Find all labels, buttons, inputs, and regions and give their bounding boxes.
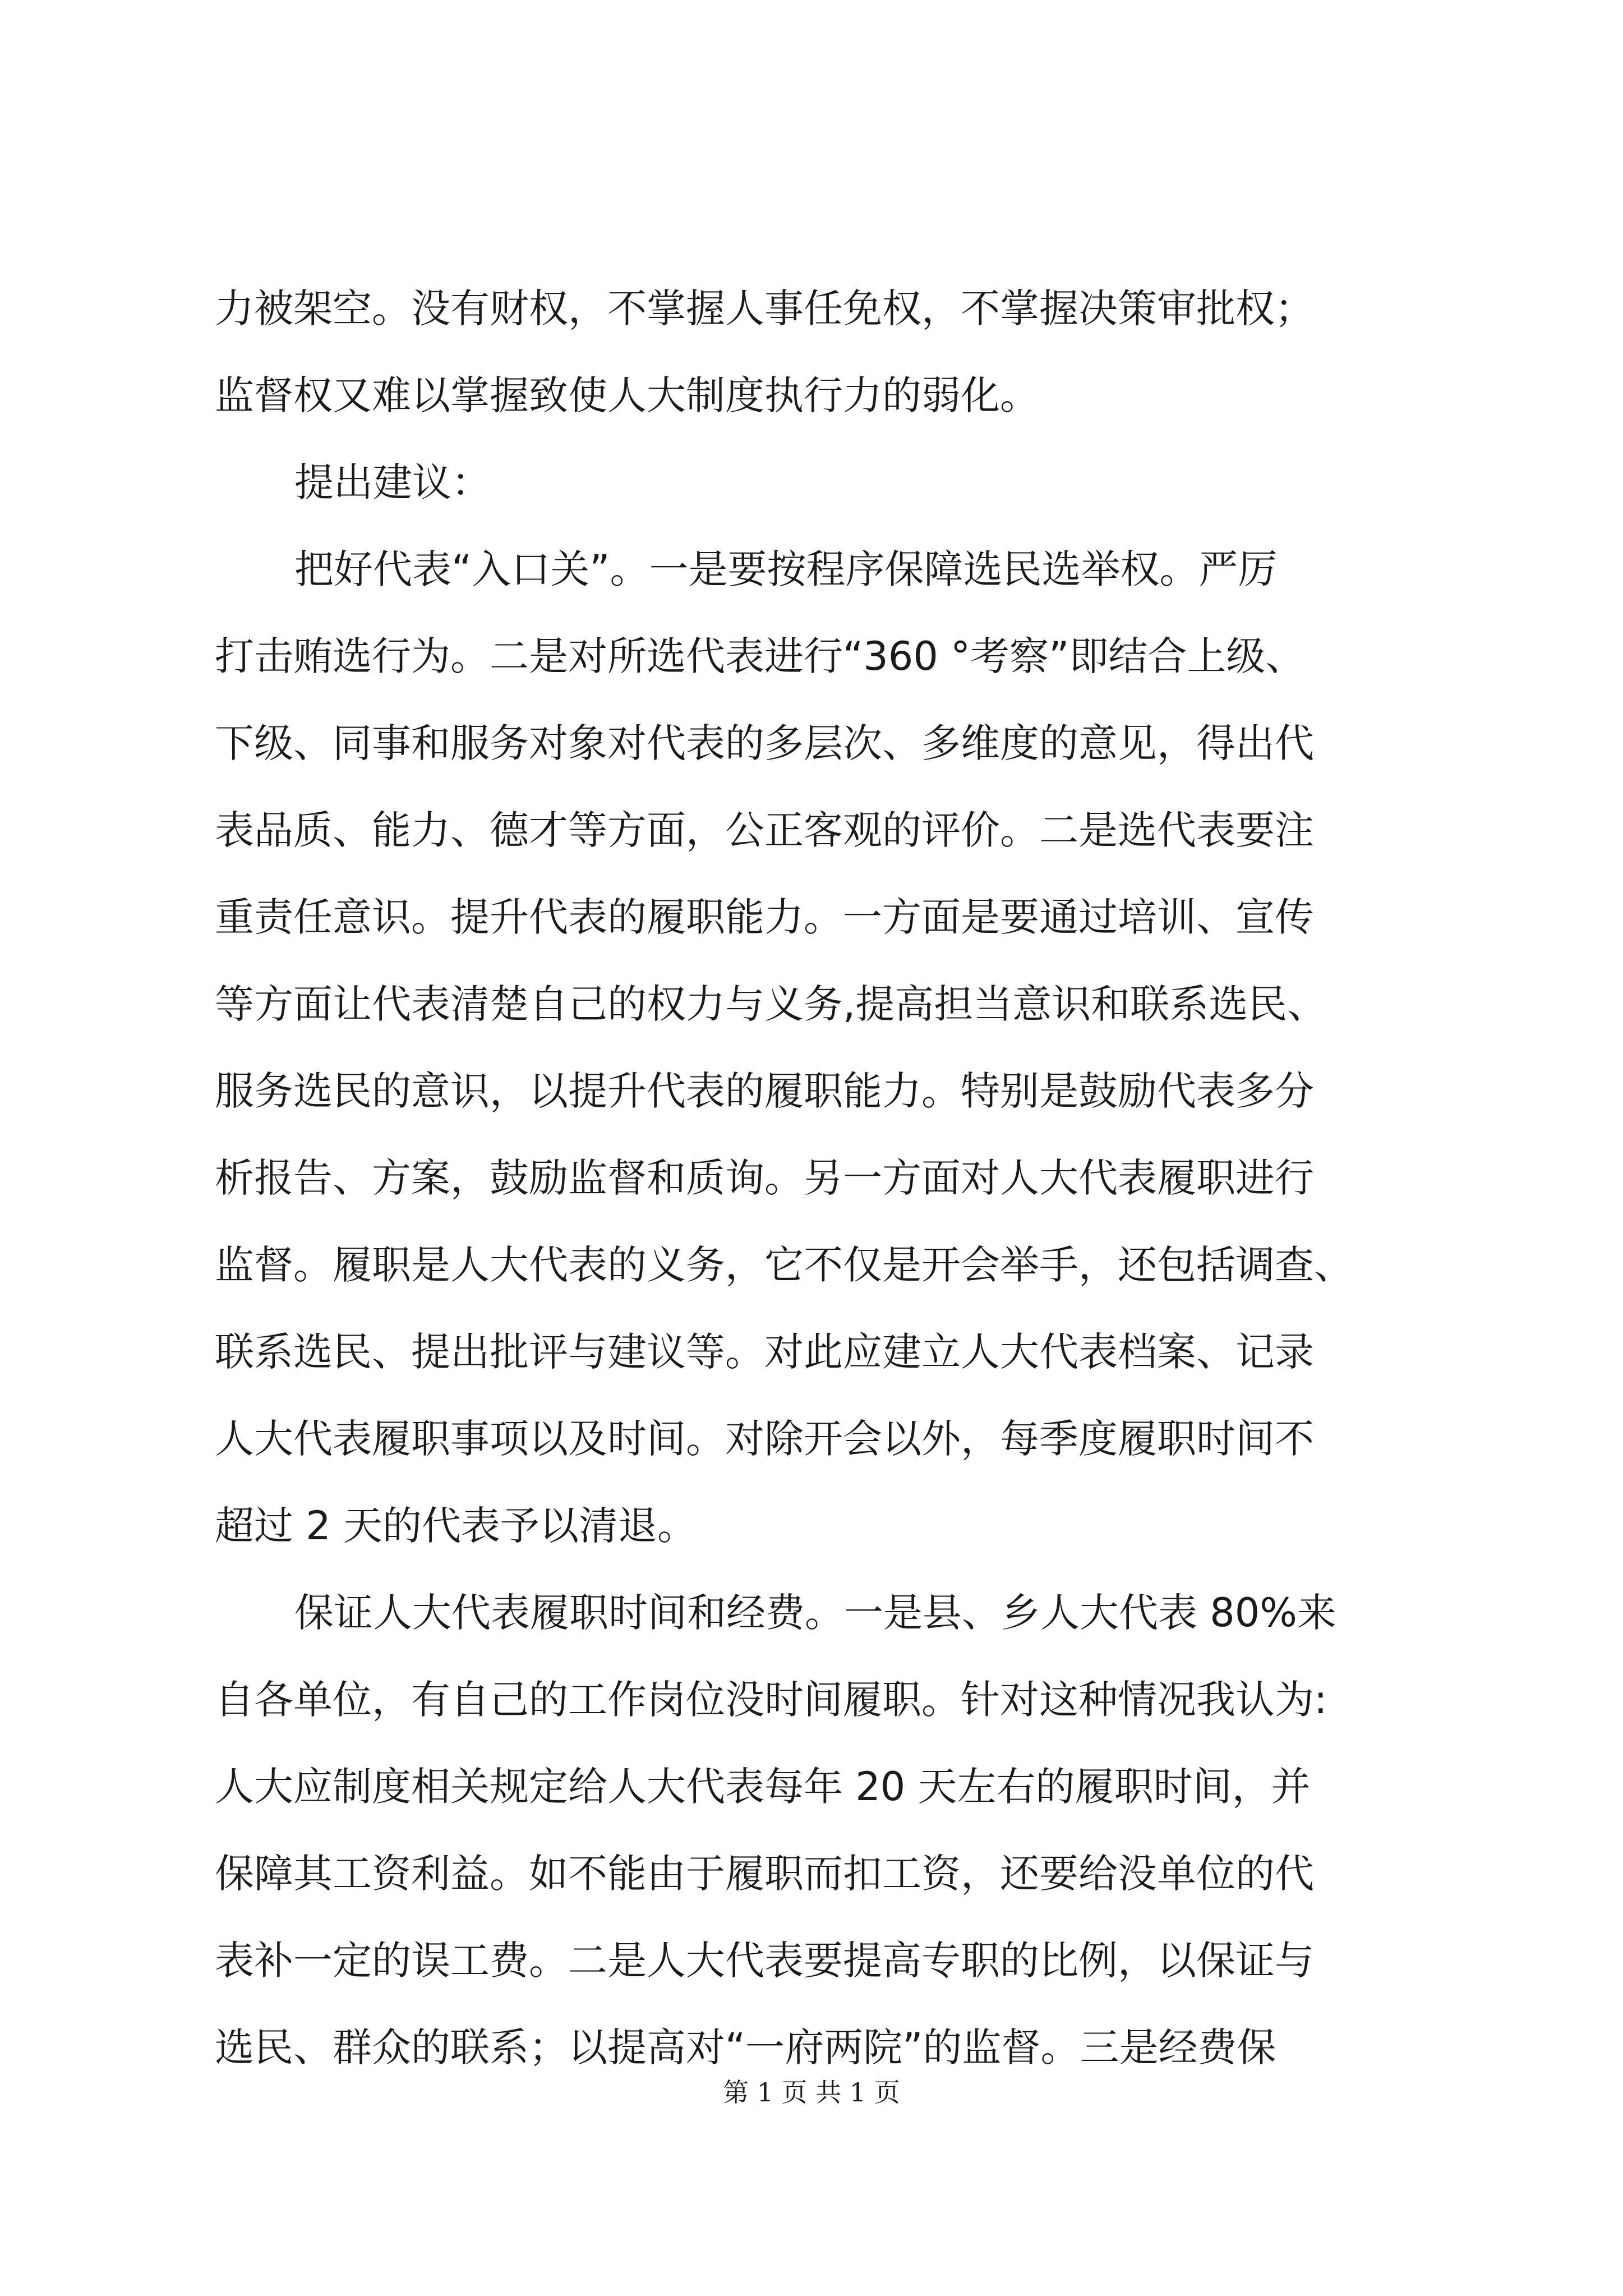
paragraph-line: 表品质、能力、德才等方面，公正客观的评价。二是选代表要注 (215, 807, 1314, 853)
paragraph-line: 保证人大代表履职时间和经费。一是县、乡人大代表 80%来 (294, 1590, 1336, 1636)
paragraph-line: 人大代表履职事项以及时间。对除开会以外，每季度履职时间不 (215, 1416, 1314, 1462)
paragraph-line: 人大应制度相关规定给人大代表每年 20 天左右的履职时间，并 (215, 1764, 1311, 1810)
paragraph-line: 等方面让代表清楚自己的权力与义务,提高担当意识和联系选民、 (215, 981, 1327, 1027)
paragraph-line: 析报告、方案，鼓励监督和质询。另一方面对人大代表履职进行 (215, 1155, 1314, 1201)
paragraph-line: 服务选民的意识，以提升代表的履职能力。特别是鼓励代表多分 (215, 1068, 1314, 1114)
paragraph-line: 把好代表“入口关”。一是要按程序保障选民选举权。严厉 (294, 546, 1278, 592)
section-heading: 提出建议： (294, 459, 491, 505)
paragraph-line: 超过 2 天的代表予以清退。 (215, 1503, 697, 1549)
paragraph-line: 力被架空。没有财权，不掌握人事任免权，不掌握决策审批权； (215, 286, 1314, 332)
paragraph-line: 监督权又难以掌握致使人大制度执行力的弱化。 (215, 372, 1039, 418)
paragraph-line: 选民、群众的联系；以提高对“一府两院”的监督。三是经费保 (215, 2024, 1276, 2070)
paragraph-line: 保障其工资利益。如不能由于履职而扣工资，还要给没单位的代 (215, 1851, 1314, 1897)
document-body (215, 265, 1409, 2091)
paragraph-line: 联系选民、提出批评与建议等。对此应建立人大代表档案、记录 (215, 1329, 1314, 1375)
page-footer (0, 2076, 1623, 2109)
paragraph-line: 表补一定的误工费。二是人大代表要提高专职的比例，以保证与 (215, 1938, 1314, 1984)
paragraph-line: 自各单位，有自己的工作岗位没时间履职。针对这种情况我认为: (215, 1677, 1327, 1723)
paragraph-line: 打击贿选行为。二是对所选代表进行“360 °考察”即结合上级、 (215, 633, 1305, 679)
page-number-label: 第 1 页 共 1 页 (723, 2077, 900, 2108)
paragraph-line: 监督。履职是人大代表的义务，它不仅是开会举手，还包括调查、 (215, 1242, 1353, 1288)
paragraph-line: 重责任意识。提升代表的履职能力。一方面是要通过培训、宣传 (215, 894, 1314, 940)
paragraph-line: 下级、同事和服务对象对代表的多层次、多维度的意见，得出代 (215, 720, 1314, 766)
